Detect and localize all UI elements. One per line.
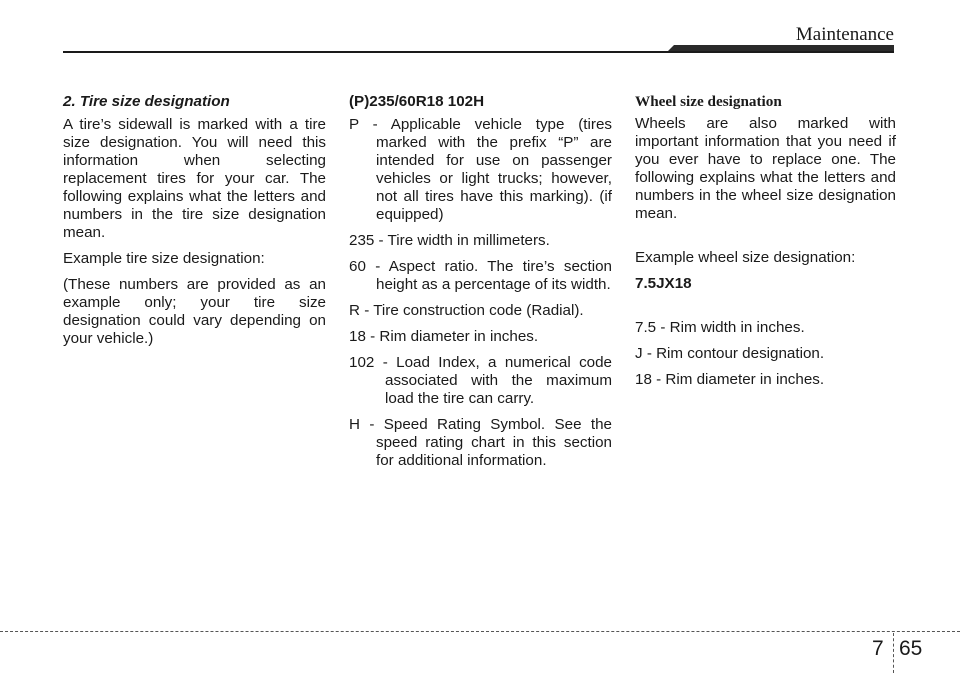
tire-code-example: (P)235/60R18 102H: [349, 93, 485, 110]
list-item: 18 - Rim diameter in inches.: [635, 371, 825, 388]
footer-rule: [0, 631, 960, 632]
page-number: 65: [899, 637, 923, 660]
column-wheel-size: [635, 93, 896, 397]
column-tire-code: [349, 93, 612, 478]
list-item: J - Rim contour designation.: [635, 345, 825, 362]
list-item: P - Applicable vehicle type (tires marked with the prefix “P” are intended for use on passenger vehicles or light trucks; however, not all tires have this marking). (if equipped): [349, 116, 612, 223]
section-heading: Wheel size designation: [635, 93, 782, 110]
section-heading: 2. Tire size designation: [63, 93, 230, 110]
chapter-number: 7: [872, 637, 884, 660]
list-item: 7.5 - Rim width in inches.: [635, 319, 805, 336]
paragraph: Example tire size designation:: [63, 250, 265, 267]
column-tire-size: [63, 93, 326, 356]
list-item: H - Speed Rating Symbol. See the speed rating chart in this section for additional information.: [349, 416, 612, 469]
page-number-divider: [893, 633, 894, 673]
paragraph: Wheels are also marked with important information that you need if you ever have to replace one. The following explains what the letters and numbers in the wheel size designation mean.: [635, 115, 896, 222]
page-header-title: Maintenance: [795, 24, 894, 45]
list-item: 18 - Rim diameter in inches.: [349, 328, 539, 345]
paragraph: (These numbers are provided as an example only; your tire size designation could vary depending on your vehicle.): [63, 276, 326, 347]
paragraph: A tire’s sidewall is marked with a tire size designation. You will need this information when selecting replacement tires for your car. The following explains what the letters and numbers in the tire size designation mean.: [63, 116, 326, 241]
wheel-code-example: 7.5JX18: [635, 275, 692, 292]
list-item: 60 - Aspect ratio. The tire’s section height as a percentage of its width.: [349, 258, 612, 293]
list-item: R - Tire construction code (Radial).: [349, 302, 584, 319]
paragraph: Example wheel size designation:: [635, 249, 856, 266]
header-rule: [63, 51, 894, 53]
list-item: 102 - Load Index, a numerical code associated with the maximum load the tire can carry.: [349, 354, 612, 407]
list-item: 235 - Tire width in millimeters.: [349, 232, 550, 249]
